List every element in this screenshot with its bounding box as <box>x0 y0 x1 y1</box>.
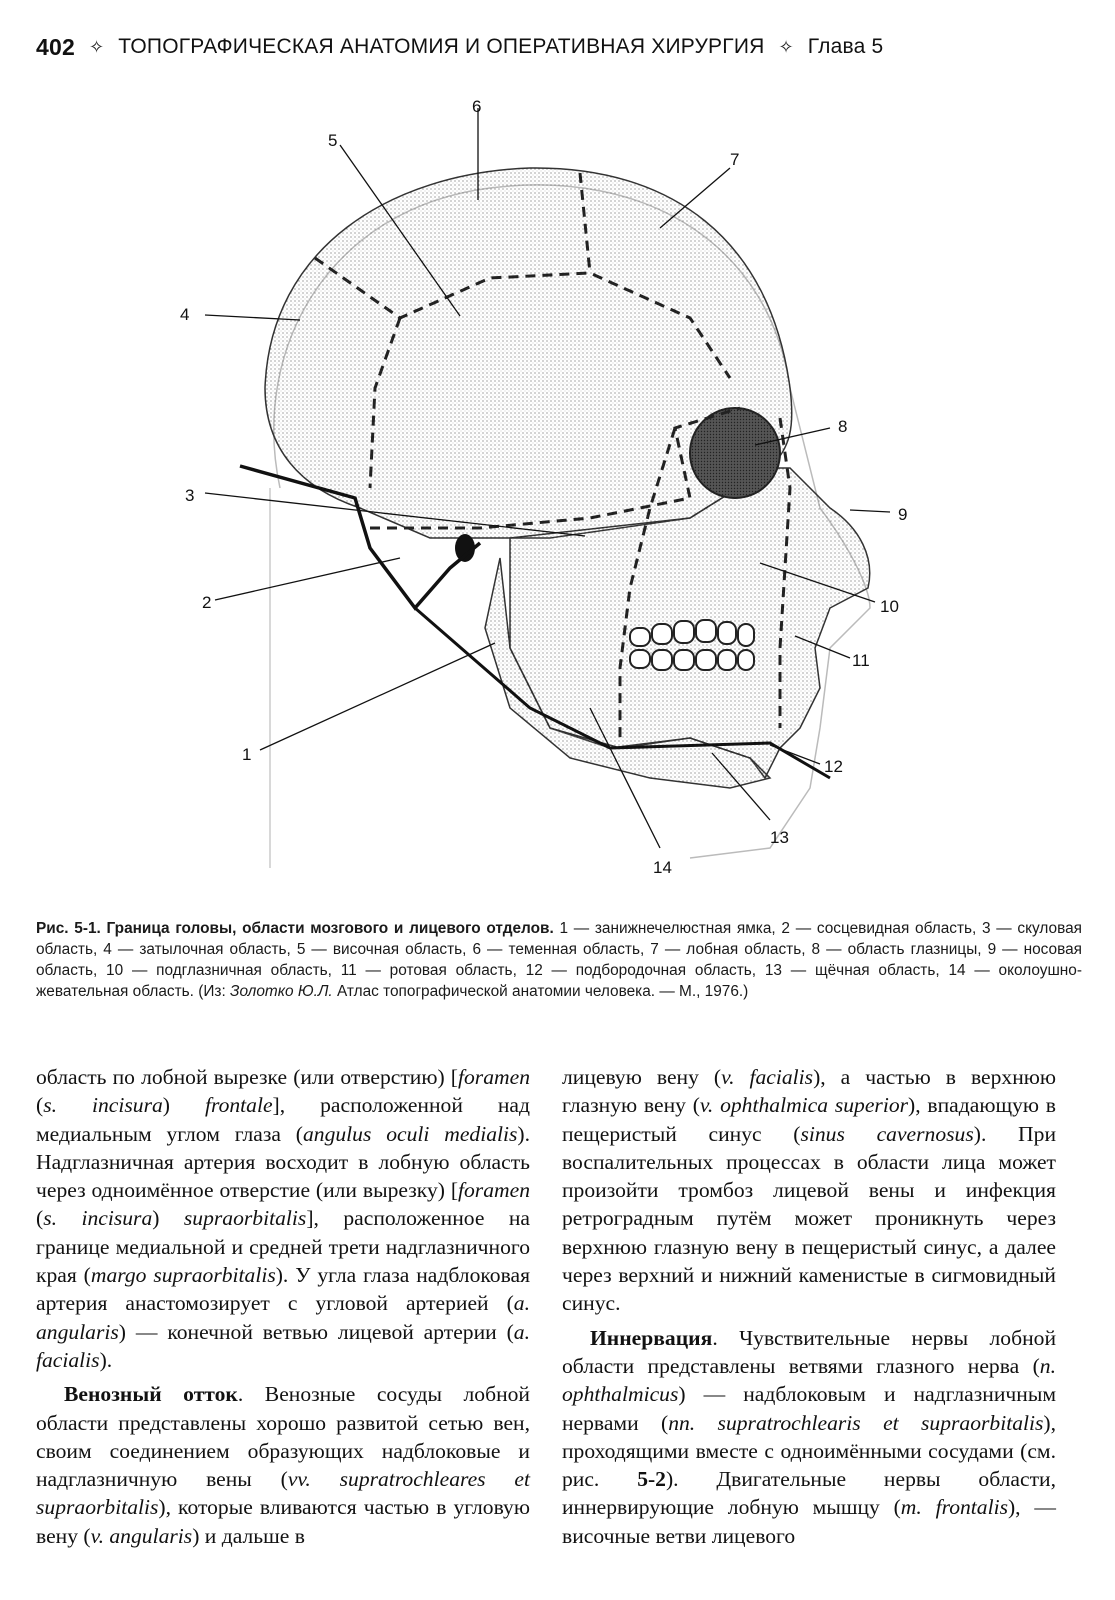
separator-icon: ✧ <box>778 36 794 57</box>
paragraph: Венозный отток. Венозные сосуды лобной области представлены хорошо развитой сетью вен, своим соединением образующих надблоковые и надглазничную вены (vv. supratrochleares et supraorbitalis), которые вливаются частью в угловую вену (v. angularis) и дальше в <box>36 1382 530 1548</box>
figure-label-1: 1 <box>242 745 252 764</box>
figure-label-6: 6 <box>472 97 482 116</box>
caption-text: 1 — занижнечелюстная ямка, 2 — сосцевидная область, 3 — скуловая область, 4 — затылочная область, 5 — височная область, 6 — теменная область, 7 — лобная область, 8 — область глазницы, 9 — носовая область, 10 — подглазничная область, 11 — ротовая область, 12 — подбородочная область, 13 — щёчная область, 14 — околоушно-жевательная область. (Из: <box>36 920 1082 1000</box>
running-title: ТОПОГРАФИЧЕСКАЯ АНАТОМИЯ И ОПЕРАТИВНАЯ ХИРУРГИЯ <box>118 35 765 58</box>
caption-author: Золотко Ю.Л. <box>230 983 333 1000</box>
paragraph: Иннервация. Чувствительные нервы лобной области представлены ветвями глазного нерва (n. ophthalmicus) — надблоковым и надглазничным нервами (nn. supratrochlearis et supraorbitalis), проходящими вместе с одноимёнными сосудами (см. рис. 5-2). Двигательные нервы области, иннервирующие лобную мышцу (m. frontalis), — височные ветви лицевого <box>562 1325 1056 1548</box>
figure-label-4: 4 <box>180 305 190 324</box>
figure-label-7: 7 <box>730 150 740 169</box>
figure-label-3: 3 <box>185 486 195 505</box>
figure-label-8: 8 <box>838 417 848 436</box>
figure-label-13: 13 <box>770 828 789 847</box>
right-column <box>562 1063 1056 1550</box>
left-column <box>36 1063 530 1550</box>
section-heading: Иннервация <box>590 1325 713 1350</box>
skull-figure <box>130 88 950 888</box>
caption-title: Рис. 5-1. Граница головы, области мозгового и лицевого отделов. <box>36 920 554 937</box>
separator-icon: ✧ <box>88 36 105 57</box>
section-heading: Венозный отток <box>64 1382 238 1407</box>
paragraph: область по лобной вырезке (или отверстию) [foramen (s. incisura) frontale], расположенной над медиальным углом глаза (angulus oculi medialis). Надглазничная артерия восходит в лобную область через одноимённое отверстие (или вырезку) [foramen (s. incisura) supraorbitalis], расположенное на границе медиальной и средней трети надглазничного края (margo supraorbitalis). У угла глаза надблоковая артерия анастомозирует с угловой артерией (a. angularis) — конечной ветвью лицевой артерии (a. facialis). <box>36 1065 531 1372</box>
paragraph: лицевую вену (v. facialis), а частью в верхнюю глазную вену (v. ophthalmica superior), впадающую в пещеристый синус (sinus cavernosus). При воспалительных процессах в области лица может произойти тромбоз лицевой вены и инфекция ретроградным путём может проникнуть через верхнюю глазную вену в пещеристый синус, а далее через верхний и нижний каменистые в сигмовидный синус. <box>562 1065 1057 1316</box>
figure-caption <box>36 918 1082 1002</box>
figure-label-12: 12 <box>824 757 843 776</box>
page-number: 402 <box>36 33 75 60</box>
page-header <box>36 30 1081 64</box>
figure-label-5: 5 <box>328 131 338 150</box>
figure-label-10: 10 <box>880 597 899 616</box>
figure-label-14: 14 <box>653 858 672 877</box>
figure-label-9: 9 <box>898 505 908 524</box>
chapter-label: Глава 5 <box>807 35 884 58</box>
figure-label-2: 2 <box>202 593 212 612</box>
caption-source: Атлас топографической анатомии человека. — М., 1976.) <box>332 983 749 1000</box>
orbit <box>690 408 780 498</box>
figure-label-11: 11 <box>852 651 870 670</box>
